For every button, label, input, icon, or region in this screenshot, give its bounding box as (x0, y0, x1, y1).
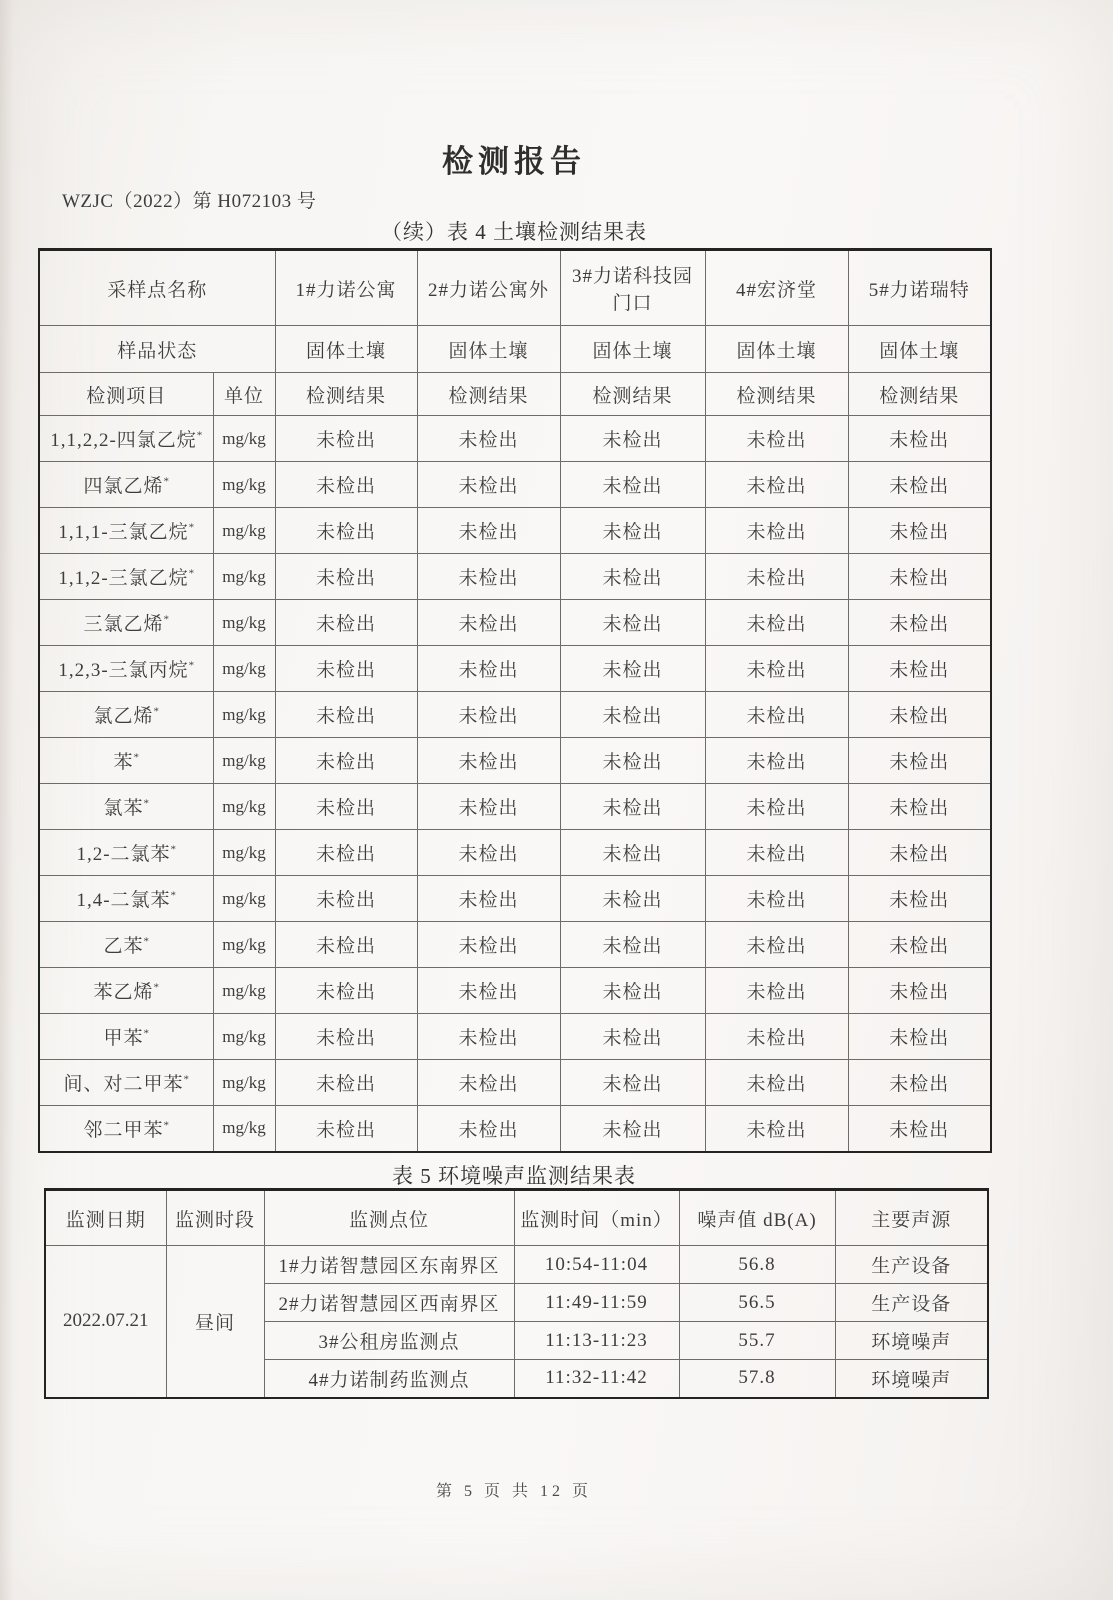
monitor-time-cell: 11:13-11:23 (514, 1322, 679, 1360)
result-cell: 未检出 (705, 1060, 848, 1106)
noise-value-cell: 56.5 (679, 1284, 835, 1322)
monitor-period-cell: 昼间 (166, 1246, 264, 1398)
table-row (39, 830, 991, 876)
unit-cell: mg/kg (213, 646, 275, 692)
unit-cell: mg/kg (213, 876, 275, 922)
result-cell: 未检出 (560, 830, 705, 876)
result-cell: 未检出 (275, 692, 417, 738)
result-cell: 未检出 (560, 600, 705, 646)
result-cell: 未检出 (417, 416, 560, 462)
result-column-header-5: 检测结果 (848, 373, 991, 416)
item-name-cell: 三氯乙烯* (39, 600, 213, 646)
table-row (39, 508, 991, 554)
item-name-cell: 苯* (39, 738, 213, 784)
table-row (45, 1246, 988, 1284)
noise-header-row (45, 1190, 988, 1246)
result-cell: 未检出 (705, 830, 848, 876)
table-row (39, 922, 991, 968)
unit-cell: mg/kg (213, 738, 275, 784)
result-cell: 未检出 (848, 876, 991, 922)
result-cell: 未检出 (705, 922, 848, 968)
monitor-point-cell: 3#公租房监测点 (264, 1322, 514, 1360)
unit-cell: mg/kg (213, 784, 275, 830)
noise-header-value: 噪声值 dB(A) (679, 1190, 835, 1246)
result-cell: 未检出 (560, 462, 705, 508)
result-cell: 未检出 (848, 508, 991, 554)
result-cell: 未检出 (848, 600, 991, 646)
item-name-cell: 1,4-二氯苯* (39, 876, 213, 922)
result-cell: 未检出 (848, 692, 991, 738)
sample-state-2: 固体土壤 (417, 326, 560, 373)
result-cell: 未检出 (417, 784, 560, 830)
unit-cell: mg/kg (213, 554, 275, 600)
noise-table-body (45, 1246, 988, 1398)
item-name-cell: 苯乙烯* (39, 968, 213, 1014)
soil-results-table (38, 248, 992, 1153)
unit-cell: mg/kg (213, 600, 275, 646)
result-cell: 未检出 (560, 1106, 705, 1152)
page-number: 第 5 页 共 12 页 (435, 1483, 592, 1500)
item-name-cell: 四氯乙烯* (39, 462, 213, 508)
result-cell: 未检出 (848, 462, 991, 508)
result-cell: 未检出 (848, 646, 991, 692)
monitor-time-cell: 11:32-11:42 (514, 1360, 679, 1398)
unit-cell: mg/kg (213, 508, 275, 554)
result-cell: 未检出 (417, 922, 560, 968)
result-cell: 未检出 (275, 968, 417, 1014)
table-row (39, 1106, 991, 1152)
item-name-cell: 1,1,2,2-四氯乙烷* (39, 416, 213, 462)
result-cell: 未检出 (417, 646, 560, 692)
result-cell: 未检出 (705, 738, 848, 784)
sampling-point-4: 4#宏济堂 (705, 250, 848, 326)
result-cell: 未检出 (417, 876, 560, 922)
result-cell: 未检出 (848, 1106, 991, 1152)
noise-source-cell: 环境噪声 (835, 1322, 988, 1360)
noise-value-cell: 55.7 (679, 1322, 835, 1360)
noise-source-cell: 生产设备 (835, 1246, 988, 1284)
result-cell: 未检出 (275, 416, 417, 462)
table-row (39, 738, 991, 784)
result-cell: 未检出 (417, 738, 560, 784)
item-column-header: 检测项目 (39, 373, 213, 416)
unit-cell: mg/kg (213, 1014, 275, 1060)
item-name-cell: 乙苯* (39, 922, 213, 968)
result-cell: 未检出 (848, 416, 991, 462)
result-cell: 未检出 (275, 922, 417, 968)
result-cell: 未检出 (275, 554, 417, 600)
unit-cell: mg/kg (213, 462, 275, 508)
table-row (39, 1060, 991, 1106)
item-name-cell: 1,1,2-三氯乙烷* (39, 554, 213, 600)
sample-state-3: 固体土壤 (560, 326, 705, 373)
sample-state-row (39, 326, 991, 373)
result-cell: 未检出 (560, 1060, 705, 1106)
result-cell: 未检出 (705, 554, 848, 600)
result-cell: 未检出 (275, 830, 417, 876)
table-row (39, 876, 991, 922)
result-cell: 未检出 (705, 876, 848, 922)
result-cell: 未检出 (560, 692, 705, 738)
monitor-date-cell: 2022.07.21 (45, 1246, 166, 1398)
result-cell: 未检出 (275, 876, 417, 922)
result-cell: 未检出 (275, 646, 417, 692)
monitor-point-cell: 4#力诺制药监测点 (264, 1360, 514, 1398)
noise-source-cell: 环境噪声 (835, 1360, 988, 1398)
table-row (39, 784, 991, 830)
unit-cell: mg/kg (213, 922, 275, 968)
result-cell: 未检出 (848, 784, 991, 830)
sampling-point-5: 5#力诺瑞特 (848, 250, 991, 326)
table-row (39, 1014, 991, 1060)
result-column-header-4: 检测结果 (705, 373, 848, 416)
noise-value-cell: 57.8 (679, 1360, 835, 1398)
sampling-point-2: 2#力诺公寓外 (417, 250, 560, 326)
item-name-cell: 1,2-二氯苯* (39, 830, 213, 876)
result-cell: 未检出 (560, 508, 705, 554)
item-name-cell: 间、对二甲苯* (39, 1060, 213, 1106)
soil-table-caption: （续）表 4 土壤检测结果表 (381, 220, 647, 244)
sample-state-1: 固体土壤 (275, 326, 417, 373)
item-name-cell: 氯乙烯* (39, 692, 213, 738)
table-row (39, 692, 991, 738)
result-cell: 未检出 (705, 508, 848, 554)
result-cell: 未检出 (417, 554, 560, 600)
result-cell: 未检出 (275, 784, 417, 830)
result-cell: 未检出 (848, 1060, 991, 1106)
result-column-header-3: 检测结果 (560, 373, 705, 416)
monitor-point-cell: 2#力诺智慧园区西南界区 (264, 1284, 514, 1322)
result-cell: 未检出 (275, 600, 417, 646)
result-cell: 未检出 (275, 462, 417, 508)
result-cell: 未检出 (275, 508, 417, 554)
report-number: WZJC（2022）第 H072103 号 (62, 191, 317, 212)
table-row (39, 646, 991, 692)
noise-header-date: 监测日期 (45, 1190, 166, 1246)
unit-cell: mg/kg (213, 830, 275, 876)
soil-table-body (39, 416, 991, 1152)
result-cell: 未检出 (417, 830, 560, 876)
noise-header-period: 监测时段 (166, 1190, 264, 1246)
result-cell: 未检出 (705, 600, 848, 646)
unit-cell: mg/kg (213, 1060, 275, 1106)
unit-cell: mg/kg (213, 1106, 275, 1152)
sample-state-label: 样品状态 (39, 326, 275, 373)
result-cell: 未检出 (275, 1106, 417, 1152)
result-cell: 未检出 (705, 968, 848, 1014)
result-cell: 未检出 (848, 968, 991, 1014)
noise-table-caption: 表 5 环境噪声监测结果表 (392, 1164, 636, 1188)
table-row (39, 554, 991, 600)
result-cell: 未检出 (705, 646, 848, 692)
noise-header-source: 主要声源 (835, 1190, 988, 1246)
sampling-point-label: 采样点名称 (39, 250, 275, 326)
noise-results-table (44, 1188, 989, 1399)
result-cell: 未检出 (705, 1014, 848, 1060)
result-column-header-1: 检测结果 (275, 373, 417, 416)
result-cell: 未检出 (417, 508, 560, 554)
noise-value-cell: 56.8 (679, 1246, 835, 1284)
sample-state-5: 固体土壤 (848, 326, 991, 373)
monitor-time-cell: 10:54-11:04 (514, 1246, 679, 1284)
item-name-cell: 氯苯* (39, 784, 213, 830)
result-cell: 未检出 (705, 1106, 848, 1152)
result-cell: 未检出 (417, 968, 560, 1014)
column-header-row (39, 373, 991, 416)
result-cell: 未检出 (417, 1014, 560, 1060)
sample-state-4: 固体土壤 (705, 326, 848, 373)
result-cell: 未检出 (705, 692, 848, 738)
result-cell: 未检出 (560, 968, 705, 1014)
result-cell: 未检出 (275, 738, 417, 784)
result-cell: 未检出 (417, 692, 560, 738)
result-cell: 未检出 (275, 1014, 417, 1060)
item-name-cell: 甲苯* (39, 1014, 213, 1060)
sampling-point-3: 3#力诺科技园门口 (560, 250, 705, 326)
noise-header-time: 监测时间（min） (514, 1190, 679, 1246)
table-row (39, 600, 991, 646)
noise-header-point: 监测点位 (264, 1190, 514, 1246)
result-cell: 未检出 (560, 554, 705, 600)
sampling-point-row (39, 250, 991, 326)
unit-column-header: 单位 (213, 373, 275, 416)
result-cell: 未检出 (705, 416, 848, 462)
result-cell: 未检出 (560, 416, 705, 462)
unit-cell: mg/kg (213, 416, 275, 462)
noise-source-cell: 生产设备 (835, 1284, 988, 1322)
page-title: 检测报告 (442, 144, 586, 179)
unit-cell: mg/kg (213, 968, 275, 1014)
table-row (39, 968, 991, 1014)
scan-edge-shadow (0, 0, 14, 1600)
table-row (39, 416, 991, 462)
result-cell: 未检出 (560, 646, 705, 692)
result-cell: 未检出 (560, 738, 705, 784)
item-name-cell: 邻二甲苯* (39, 1106, 213, 1152)
unit-cell: mg/kg (213, 692, 275, 738)
result-cell: 未检出 (848, 922, 991, 968)
item-name-cell: 1,1,1-三氯乙烷* (39, 508, 213, 554)
result-column-header-2: 检测结果 (417, 373, 560, 416)
table-row (39, 462, 991, 508)
result-cell: 未检出 (560, 1014, 705, 1060)
result-cell: 未检出 (560, 876, 705, 922)
result-cell: 未检出 (417, 1060, 560, 1106)
result-cell: 未检出 (705, 784, 848, 830)
result-cell: 未检出 (848, 1014, 991, 1060)
result-cell: 未检出 (705, 462, 848, 508)
monitor-point-cell: 1#力诺智慧园区东南界区 (264, 1246, 514, 1284)
result-cell: 未检出 (848, 554, 991, 600)
result-cell: 未检出 (417, 462, 560, 508)
result-cell: 未检出 (848, 830, 991, 876)
result-cell: 未检出 (417, 600, 560, 646)
monitor-time-cell: 11:49-11:59 (514, 1284, 679, 1322)
result-cell: 未检出 (560, 784, 705, 830)
result-cell: 未检出 (848, 738, 991, 784)
result-cell: 未检出 (417, 1106, 560, 1152)
result-cell: 未检出 (560, 922, 705, 968)
item-name-cell: 1,2,3-三氯丙烷* (39, 646, 213, 692)
sampling-point-1: 1#力诺公寓 (275, 250, 417, 326)
result-cell: 未检出 (275, 1060, 417, 1106)
